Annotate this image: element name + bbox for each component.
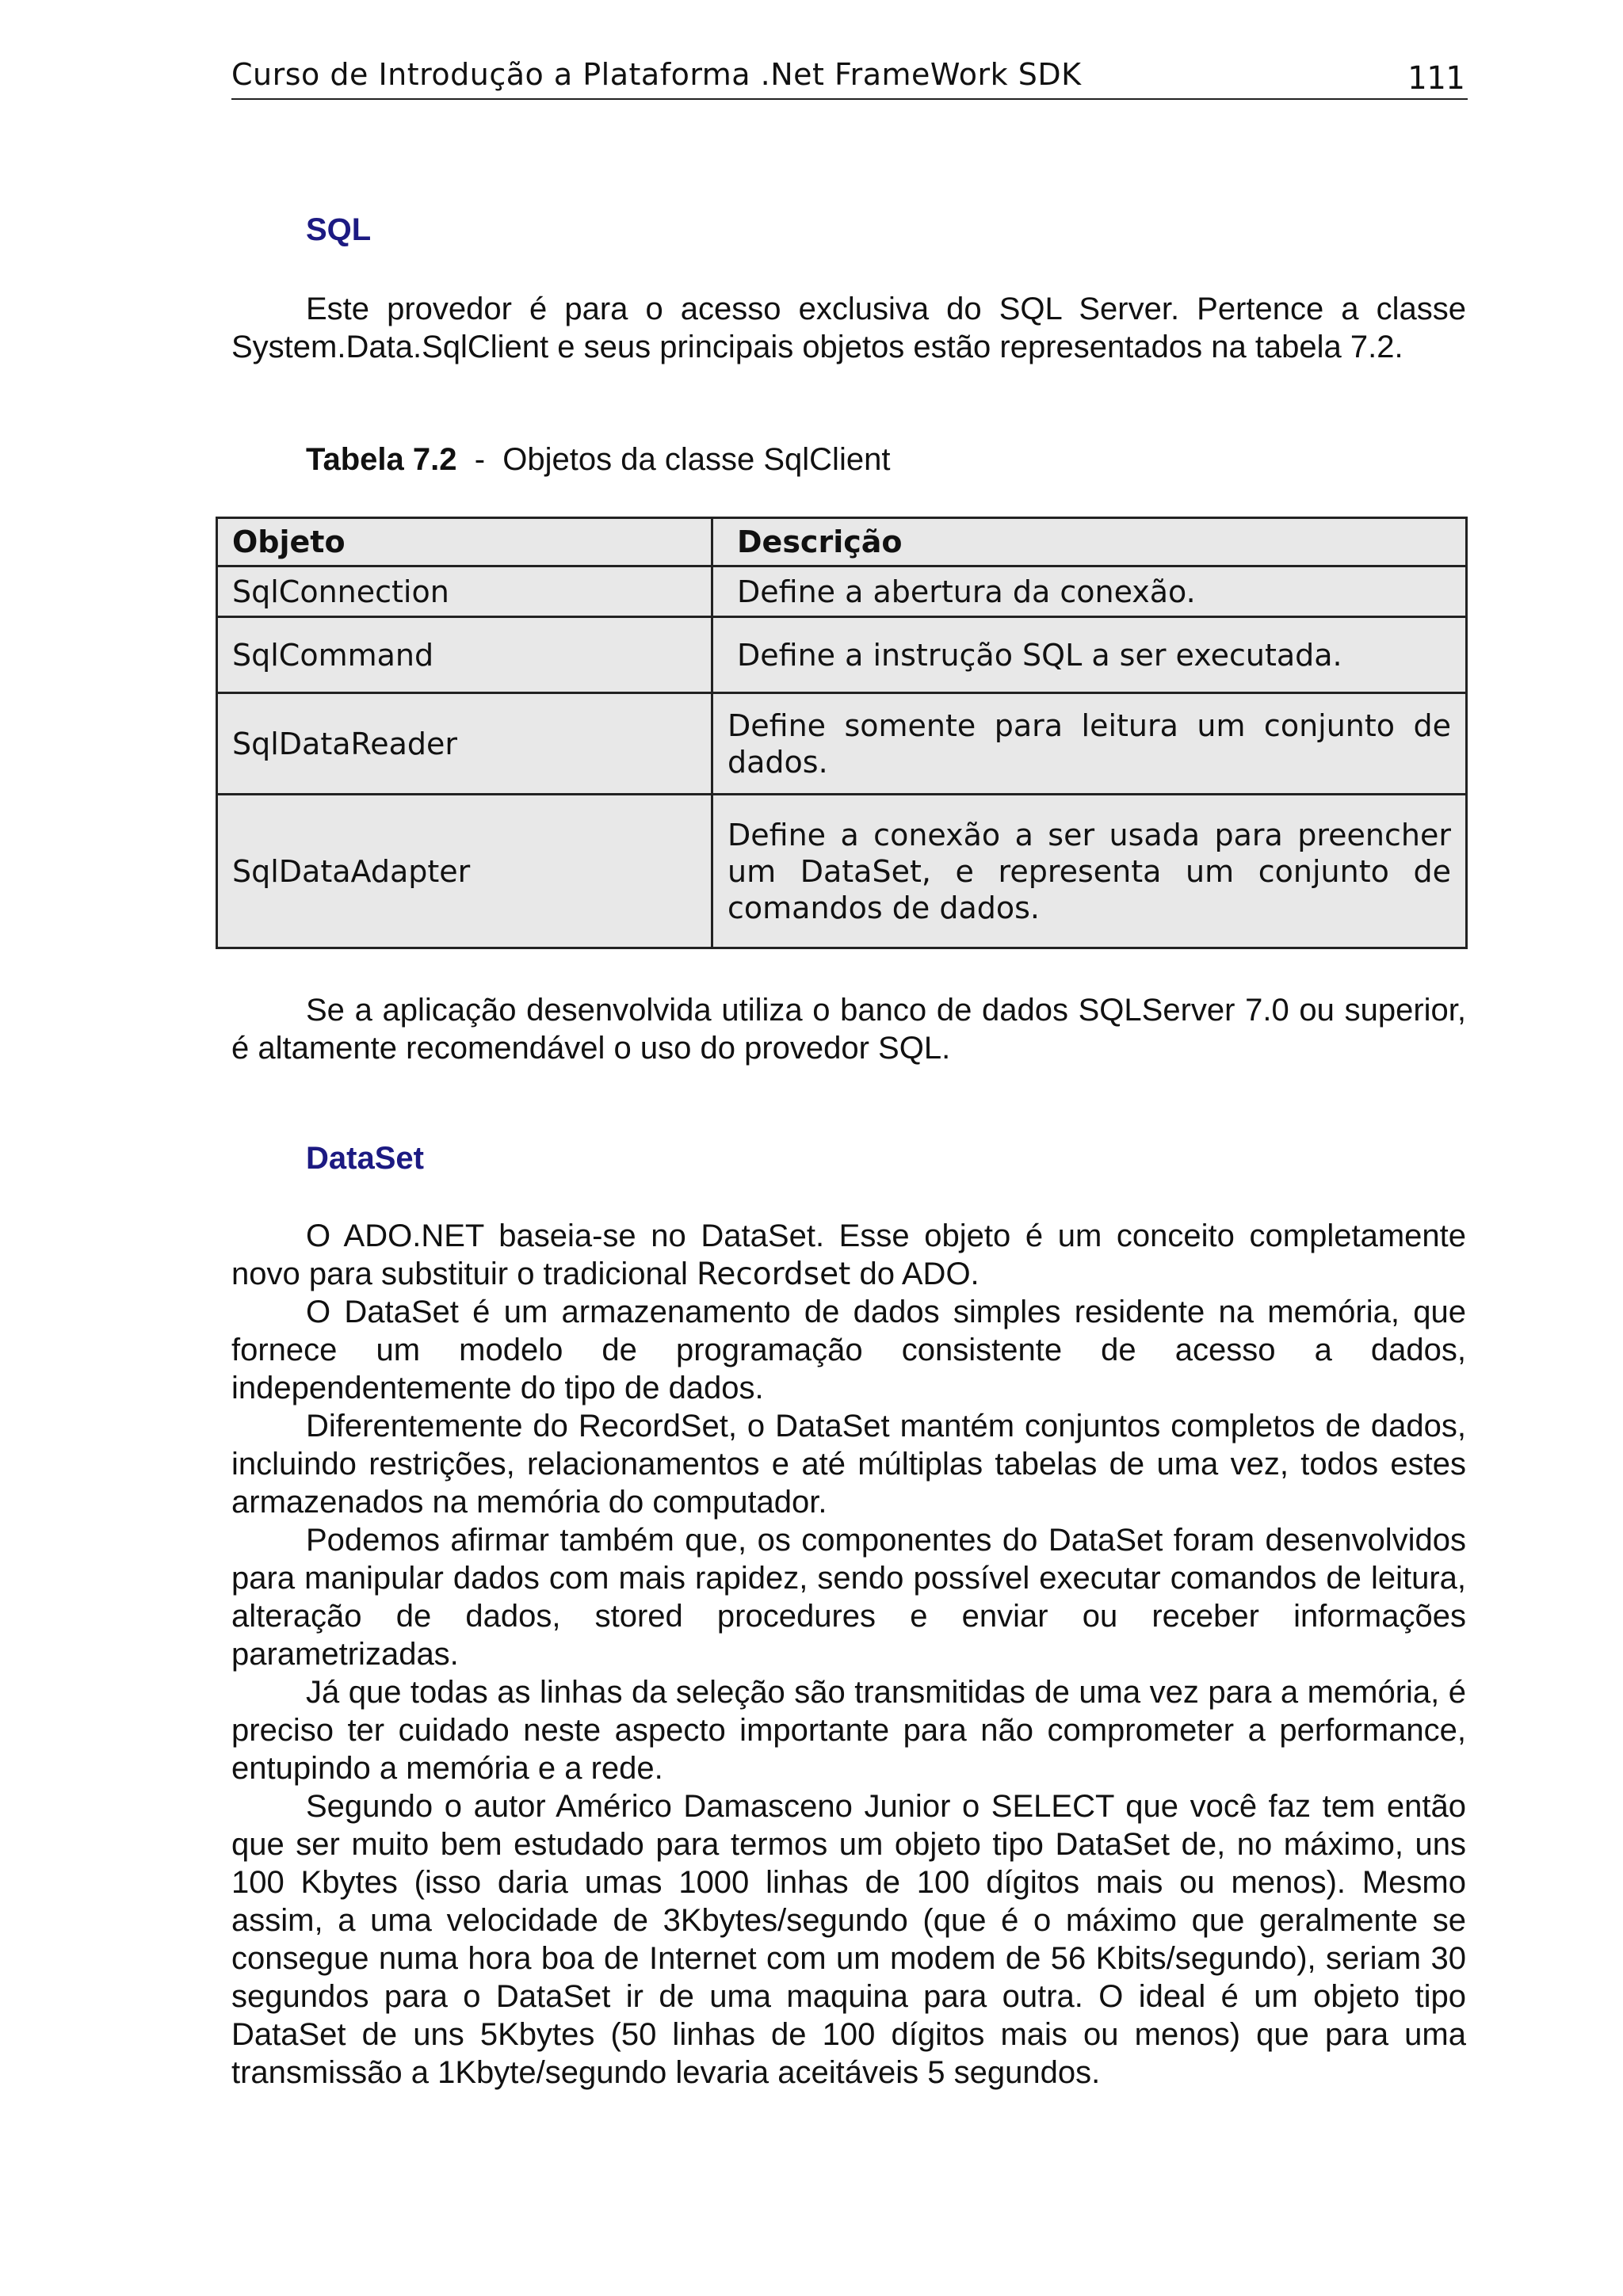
table-row bbox=[217, 795, 1467, 948]
header-title: Curso de Introdução a Plataforma .Net FrameWork SDK bbox=[231, 57, 1082, 92]
table-header-row bbox=[217, 518, 1467, 566]
table-cell-object: SqlDataAdapter bbox=[217, 795, 712, 948]
table-cell-description: Define a instrução SQL a ser executada. bbox=[712, 617, 1467, 693]
dataset-paragraph-4: Podemos afirmar também que, os componentes do DataSet foram desenvolvidos para manipular dados com mais rapidez, sendo possível executar comandos de leitura, alteração de dados, stored procedures e enviar ou receber informações parametrizadas. bbox=[231, 1523, 1466, 1672]
dataset-paragraph-3: Diferentemente do RecordSet, o DataSet mantém conjuntos completos de dados, incluindo restrições, relacionamentos e até múltiplas tabelas de uma vez, todos estes armazenados na memória do computador. bbox=[231, 1409, 1466, 1520]
column-header-descricao: Descrição bbox=[712, 518, 1467, 566]
table-cell-description: Define a abertura da conexão. bbox=[712, 566, 1467, 617]
after-table-paragraph: Se a aplicação desenvolvida utiliza o banco de dados SQLServer 7.0 ou superior, é altamente recomendável o uso do provedor SQL. bbox=[231, 993, 1466, 1066]
dataset-paragraph-6: Segundo o autor Américo Damasceno Junior o SELECT que você faz tem então que ser muito bem estudado para termos um objeto tipo DataSet de, no máximo, uns 100 Kbytes (isso daria umas 1000 linhas de 100 dígitos mais ou menos). Mesmo assim, a uma velocidade de 3Kbytes/segundo (que é o máximo que geralmente se consegue numa hora boa de Internet com um modem de 56 Kbits/segundo), seriam 30 segundos para o DataSet ir de uma maquina para outra. O ideal é um objeto tipo DataSet de uns 5Kbytes (50 linhas de 100 dígitos mais ou menos) que para uma transmissão a 1Kbyte/segundo levaria aceitáveis 5 segundos. bbox=[231, 1789, 1466, 2090]
section-heading-sql: SQL bbox=[306, 212, 372, 247]
recordset-term: Recordset bbox=[697, 1257, 851, 1292]
table-caption-text: Objetos da classe SqlClient bbox=[502, 442, 891, 477]
table-caption bbox=[306, 442, 890, 478]
table-cell-description: Define somente para leitura um conjunto de dados. bbox=[712, 693, 1467, 795]
dataset-p1-text: O ADO.NET baseia-se no DataSet. Esse objeto é um conceito completamente novo para substituir o tradicional bbox=[231, 1219, 1466, 1291]
table-cell-object: SqlDataReader bbox=[217, 693, 712, 795]
dataset-paragraph-2: O DataSet é um armazenamento de dados simples residente na memória, que fornece um modelo de programação consistente de acesso a dados, independentemente do tipo de dados. bbox=[231, 1295, 1466, 1405]
table-cell-object: SqlConnection bbox=[217, 566, 712, 617]
table-caption-label: Tabela 7.2 bbox=[306, 442, 457, 477]
table-cell-object: SqlCommand bbox=[217, 617, 712, 693]
column-header-objeto: Objeto bbox=[217, 518, 712, 566]
table-caption-separator: - bbox=[474, 442, 486, 477]
dataset-paragraph-1 bbox=[231, 1217, 1466, 1294]
sqlclient-objects-table bbox=[216, 517, 1468, 949]
table-row bbox=[217, 693, 1467, 795]
table-cell-description: Define a conexão a ser usada para preencher um DataSet, e representa um conjunto de comandos de dados. bbox=[712, 795, 1467, 948]
section-heading-dataset: DataSet bbox=[306, 1141, 424, 1176]
page-number: 111 bbox=[1407, 60, 1465, 97]
running-header bbox=[231, 54, 1468, 100]
table-row bbox=[217, 617, 1467, 693]
table-row bbox=[217, 566, 1467, 617]
dataset-paragraph-5: Já que todas as linhas da seleção são transmitidas de uma vez para a memória, é preciso ter cuidado neste aspecto importante para não comprometer a performance, entupindo a memória e a rede. bbox=[231, 1675, 1466, 1786]
dataset-p1-tail: do ADO. bbox=[850, 1257, 980, 1291]
sql-intro-paragraph: Este provedor é para o acesso exclusiva do SQL Server. Pertence a classe System.Data.SqlClient e seus principais objetos estão representados na tabela 7.2. bbox=[231, 292, 1466, 364]
